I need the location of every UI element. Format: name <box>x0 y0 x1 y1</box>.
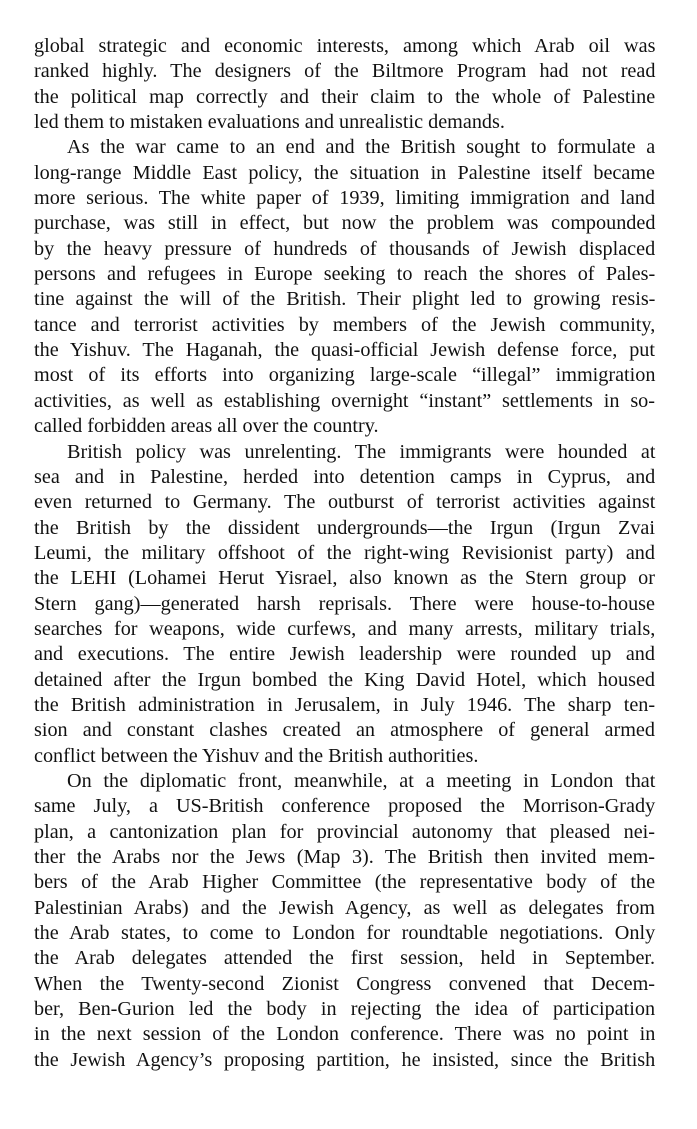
text-line: the political map correctly and their claim to the whole of Palestine <box>34 85 656 108</box>
text-line: the Arab delegates attended the first session, held in September. <box>34 947 656 970</box>
text-line: plan, a cantonization plan for provincial autonomy that pleased nei- <box>34 820 655 843</box>
text-line: same July, a US-British conference proposed the Morrison-Grady <box>34 795 656 818</box>
text-line: ther the Arabs nor the Jews (Map 3). The British then invited mem- <box>34 846 656 868</box>
text-line: ber, Ben-Gurion led the body in rejecting the idea of participation <box>34 998 656 1021</box>
text-line: activities, as well as establishing overnight “instant” settlements in so- <box>34 389 655 412</box>
text-line: the LEHI (Lohamei Herut Yisrael, also known as the Stern group or <box>34 567 655 590</box>
text-line: more serious. The white paper of 1939, limiting immigration and land <box>34 187 655 210</box>
text-line: tance and terrorist activities by members of the Jewish community, <box>34 313 656 336</box>
text-line: long-range Middle East policy, the situation in Palestine itself became <box>34 161 655 184</box>
document-page <box>34 34 655 1073</box>
text-line: As the war came to an end and the British sought to formulate a <box>67 136 656 159</box>
text-line: bers of the Arab Higher Committee (the representative body of the <box>34 871 656 894</box>
text-line: searches for weapons, wide curfews, and many arrests, military trials, <box>34 617 656 640</box>
text-line: British policy was unrelenting. The immigrants were hounded at <box>67 440 656 463</box>
text-line: persons and refugees in Europe seeking to reach the shores of Pales- <box>34 263 656 286</box>
text-line: purchase, was still in effect, but now the problem was compounded <box>34 212 656 235</box>
text-line: the Arab states, to come to London for roundtable negotiations. Only <box>34 922 656 945</box>
paragraph <box>34 769 655 1073</box>
text-line: in the next session of the London conference. There was no point in <box>34 1023 656 1046</box>
text-line: sea and in Palestine, herded into detention camps in Cyprus, and <box>34 465 656 488</box>
text-line: the British by the dissident undergrounds—the Irgun (Irgun Zvai <box>34 516 655 539</box>
text-line: ranked highly. The designers of the Biltmore Program had not read <box>34 60 656 83</box>
text-line: Leumi, the military offshoot of the right-wing Revisionist party) and <box>34 541 655 564</box>
text-line: the Jewish Agency’s proposing partition, he insisted, since the British <box>34 1048 656 1071</box>
text-line: When the Twenty-second Zionist Congress convened that Decem- <box>34 972 655 995</box>
paragraph <box>34 135 655 439</box>
text-line: most of its efforts into organizing large-scale “illegal” immigration <box>34 364 656 387</box>
text-line: called forbidden areas all over the country. <box>34 415 379 438</box>
text-line: the Yishuv. The Haganah, the quasi-official Jewish defense force, put <box>34 339 655 362</box>
text-line: detained after the Irgun bombed the King David Hotel, which housed <box>34 668 655 691</box>
text-line: On the diplomatic front, meanwhile, at a meeting in London that <box>67 769 656 792</box>
text-line: sion and constant clashes created an atmosphere of general armed <box>34 719 655 742</box>
paragraph <box>34 34 655 135</box>
text-line: tine against the will of the British. Their plight led to growing resis- <box>34 288 656 311</box>
text-line: led them to mistaken evaluations and unrealistic demands. <box>34 111 505 134</box>
text-line: even returned to Germany. The outburst of terrorist activities against <box>34 491 656 514</box>
text-line: and executions. The entire Jewish leadership were rounded up and <box>34 643 655 666</box>
text-line: Palestinian Arabs) and the Jewish Agency, as well as delegates from <box>34 896 655 919</box>
text-line: by the heavy pressure of hundreds of thousands of Jewish displaced <box>34 237 656 260</box>
paragraph <box>34 440 655 769</box>
text-line: the British administration in Jerusalem, in July 1946. The sharp ten- <box>34 693 656 716</box>
text-line: Stern gang)—generated harsh reprisals. There were house-to-house <box>34 592 655 615</box>
text-line: global strategic and economic interests, among which Arab oil was <box>34 35 656 57</box>
text-line: conflict between the Yishuv and the British authorities. <box>34 744 479 767</box>
